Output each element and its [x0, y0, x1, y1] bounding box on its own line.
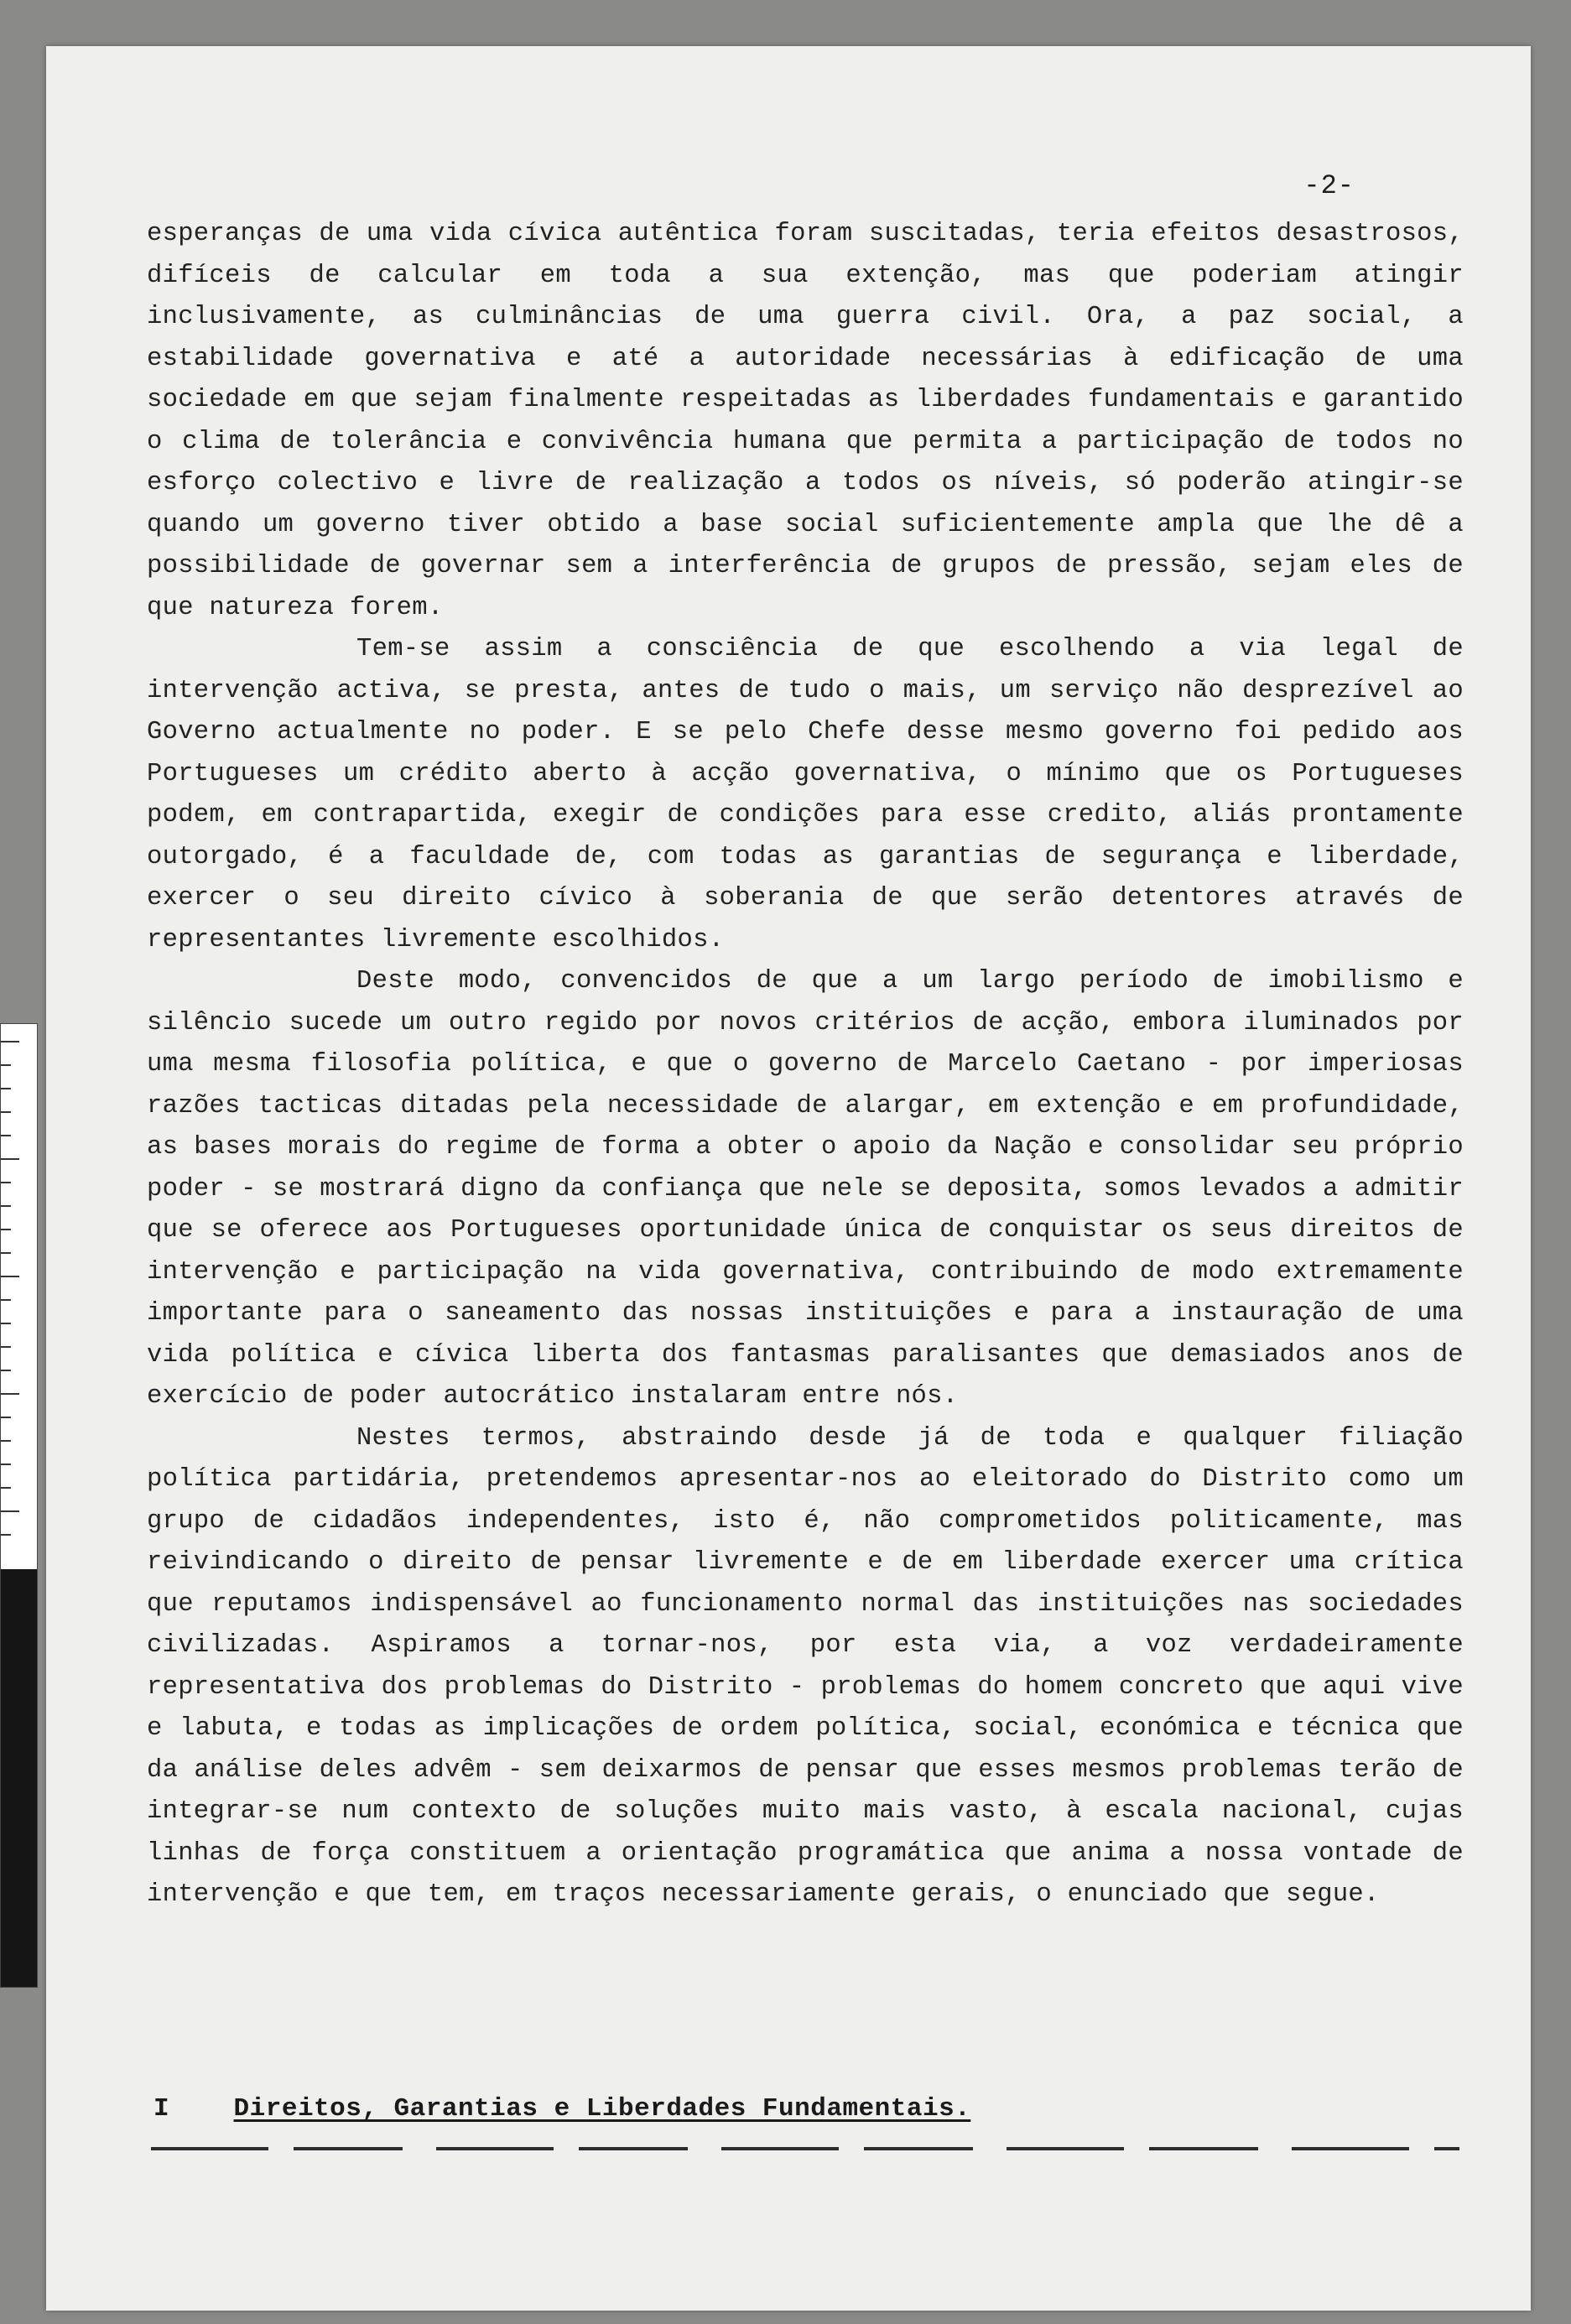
ruler-tick [1, 1323, 11, 1324]
ruler-tick [1, 1041, 19, 1042]
ruler-tick [1, 1346, 11, 1348]
ruler-tick [1, 1299, 11, 1301]
ruler-tick [1, 1510, 19, 1512]
ruler-tick [1, 1205, 11, 1207]
ruler-tick [1, 1534, 11, 1536]
ruler-tick [1, 1252, 11, 1254]
paragraph-3: Deste modo, convencidos de que a um largo período de imobilismo e silêncio sucede um outro regido por novos critérios de acção, embora iluminados por uma mesma filosofia política, e que o governo de Marcelo Caetano - por imperiosas razões tacticas ditadas pela necessidade de alargar, em extenção e em profundidade, as bases morais do regime de forma a obter o apoio da Nação e consolidar seu próprio poder - se mostrará digno da confiança que nele se deposita, somos levados a admitir que se oferece aos Portugueses oportunidade única de conquistar os seus direitos de intervenção e participação na vida governativa, contribuindo de modo extremamente importante para o saneamento das nossas instituições e para a instauração de uma vida política e cívica liberta dos fantasmas paralisantes que demasiados anos de exercício de poder autocrático instalaram entre nós. [147, 967, 1464, 1411]
page-number: -2- [1303, 170, 1355, 201]
paragraph-1: esperanças de uma vida cívica autêntica foram suscitadas, teria efeitos desastrosos, difíceis de calcular em toda a sua extenção, mas que poderiam atingir inclusivamente, as culminâncias de uma guerra civil. Ora, a paz social, a estabilidade governativa e até a autoridade necessárias à edificação de uma sociedade em que sejam finalmente respeitadas as liberdades fundamentais e garantido o clima de tolerância e convivência humana que permita a participação de todos no esforço colectivo e livre de realização a todos os níveis, só poderão atingir-se quando um governo tiver obtido a base social suficientemente ampla que lhe dê a possibilidade de governar sem a interferência de grupos de pressão, sejam eles de que natureza forem. [147, 220, 1464, 622]
ruler-tick [1, 1182, 11, 1183]
ruler-tick [1, 1464, 11, 1465]
ruler-tick [1, 1064, 11, 1066]
section-title: Direitos, Garantias e Liberdades Fundamentais. [233, 2094, 971, 2124]
ruler-tick [1, 1440, 11, 1442]
ruler-tick [1, 1111, 11, 1113]
ruler-tick [1, 1370, 11, 1371]
paragraph-2: Tem-se assim a consciência de que escolhendo a via legal de intervenção activa, se presta, antes de tudo o mais, um serviço não desprezível ao Governo actualmente no poder. E se pelo Chefe desse mesmo governo foi pedido aos Portugueses um crédito aberto à acção governativa, o mínimo que os Portugueses podem, em contrapartida, exegir de condições para esse credito, aliás prontamente outorgado, é a faculdade de, com todas as garantias de segurança e liberdade, exercer o seu direito cívico à soberania de que serão detentores através de representantes livremente escolhidos. [147, 635, 1464, 954]
ruler-tick [1, 1417, 11, 1418]
ruler-tick [1, 1135, 11, 1136]
ruler-tick [1, 1229, 11, 1230]
document-body [147, 214, 1464, 1916]
ruler-tick [1, 1276, 19, 1277]
bottom-rule [151, 2147, 1459, 2150]
ruler-tick [1, 1393, 19, 1395]
paragraph-4: Nestes termos, abstraindo desde já de toda e qualquer filiação política partidária, pretendemos apresentar-nos ao eleitorado do Distrito como um grupo de cidadãos independentes, isto é, não comprometidos politicamente, mas reivindicando o direito de pensar livremente e de em liberdade exercer uma crítica que reputamos indispensável ao funcionamento normal das instituições nas sociedades civilizadas. Aspiramos a tornar-nos, por esta via, a voz verdadeiramente representativa dos problemas do Distrito - problemas do homem concreto que aqui vive e labuta, e todas as implicações de ordem política, social, económica e técnica que da análise deles advêm - sem deixarmos de pensar que esses mesmos problemas terão de integrar-se num contexto de soluções muito mais vasto, à escala nacional, cujas linhas de força constituem a orientação programática que anima a nossa vontade de intervenção e que tem, em traços necessariamente gerais, o enunciado que segue. [147, 1423, 1464, 1909]
scale-ruler [0, 1023, 38, 1988]
ruler-dark-band [1, 1569, 38, 1988]
section-heading [153, 2094, 970, 2124]
ruler-tick [1, 1088, 11, 1089]
section-number: I [153, 2094, 170, 2124]
ruler-tick [1, 1158, 19, 1160]
ruler-tick [1, 1487, 11, 1489]
